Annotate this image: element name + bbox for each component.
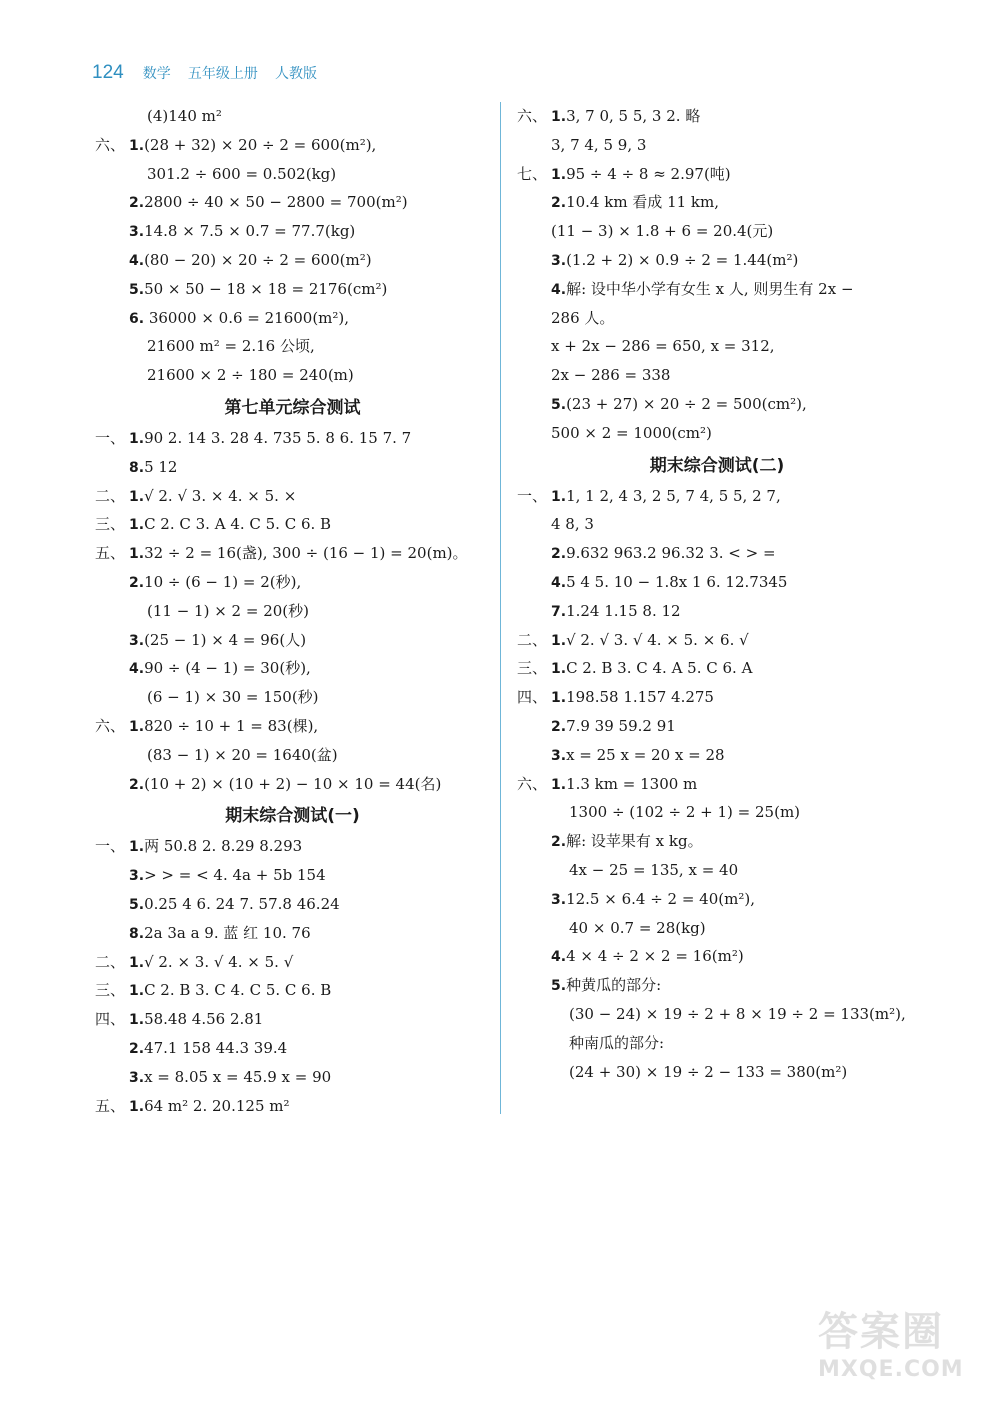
answer-line: [517, 188, 917, 217]
question-number: 1.: [551, 690, 567, 707]
answer-text: 2a 3a a 9. 蓝 红 10. 76: [144, 923, 311, 942]
question-number: 5.: [551, 396, 567, 413]
section-heading: 第七单元综合测试: [224, 397, 361, 418]
answer-text: 4x − 25 = 135, x = 40: [569, 860, 739, 879]
answer-text: 40 × 0.7 = 28(kg): [569, 918, 706, 937]
question-number: 5.: [129, 281, 145, 298]
question-number: 4.: [129, 661, 145, 678]
answer-text: 4 × 4 ÷ 2 × 2 = 16(m²): [566, 947, 744, 966]
answer-text: 500 × 2 = 1000(cm²): [551, 423, 712, 442]
answer-text: 10 ÷ (6 − 1) = 2(秒),: [144, 572, 302, 591]
answer-text: 90 2. 14 3. 28 4. 735 5. 8 6. 15 7. 7: [144, 428, 412, 447]
section-marker: 三、: [517, 659, 548, 678]
question-number: 2.: [129, 195, 145, 212]
answer-text: √ 2. √ 3. √ 4. × 5. × 6. √: [566, 630, 749, 649]
section-marker: 六、: [95, 716, 126, 735]
answer-line: [517, 568, 917, 597]
answer-line: [95, 890, 490, 919]
answer-line: [95, 424, 490, 453]
answer-line: [517, 683, 917, 712]
answer-line: [95, 482, 490, 511]
question-number: 1.: [551, 109, 567, 125]
answer-text: 解: 设苹果有 x kg。: [566, 832, 703, 851]
answer-text: x = 25 x = 20 x = 28: [566, 745, 725, 764]
answer-text: 种黄瓜的部分:: [566, 976, 662, 995]
section-marker: 五、: [95, 1096, 126, 1115]
answer-line: [95, 832, 490, 861]
answer-line: [517, 741, 917, 770]
answer-line: [95, 246, 490, 275]
answer-line: [95, 1005, 490, 1034]
question-number: 2.: [129, 1040, 145, 1057]
answer-line: [95, 712, 490, 741]
answer-text: 301.2 ÷ 600 = 0.502(kg): [147, 164, 337, 183]
answer-text: 36000 × 0.6 = 21600(m²),: [144, 308, 350, 327]
answer-line: [95, 1063, 490, 1092]
answer-text: (11 − 3) × 1.8 + 6 = 20.4(元): [551, 222, 774, 241]
answer-text: 198.58 1.157 4.275: [566, 688, 714, 707]
watermark-logo: [818, 1300, 978, 1390]
answer-text: 21600 m² = 2.16 公顷,: [147, 337, 315, 356]
question-number: 7.: [551, 603, 567, 620]
answer-line: [517, 419, 917, 448]
answer-line: [517, 102, 917, 131]
answer-text: 90 ÷ (4 − 1) = 30(秒),: [144, 659, 311, 678]
answer-text: 64 m² 2. 20.125 m²: [144, 1096, 290, 1115]
section-heading: 期末综合测试(一): [225, 806, 360, 827]
answer-line: [95, 453, 490, 482]
answer-line: [517, 131, 917, 160]
answer-line: [517, 304, 917, 333]
answer-line: [95, 160, 490, 189]
question-number: 2.: [129, 574, 145, 591]
section-marker: 六、: [517, 107, 548, 125]
section-marker: 三、: [95, 515, 126, 534]
section-marker: 一、: [95, 428, 126, 447]
answer-line: [95, 919, 490, 948]
answer-text: 58.48 4.56 2.81: [144, 1010, 264, 1029]
question-number: 4.: [551, 949, 567, 966]
question-number: 1.: [129, 137, 145, 154]
answer-text: 1, 1 2, 4 3, 2 5, 7 4, 5 5, 2 7,: [566, 486, 781, 505]
answer-text: x + 2x − 286 = 650, x = 312,: [551, 337, 775, 356]
question-number: 1.: [551, 166, 567, 183]
answer-line: [517, 597, 917, 626]
answer-text: (10 + 2) × (10 + 2) − 10 × 10 = 44(名): [144, 774, 442, 793]
answer-text: (80 − 20) × 20 ÷ 2 = 600(m²): [144, 250, 372, 269]
question-number: 1.: [129, 430, 145, 447]
answer-line: [95, 539, 490, 568]
watermark-bottom: MXQE.COM: [818, 1357, 964, 1382]
question-number: 2.: [551, 546, 567, 563]
answer-text: 7.9 39 59.2 91: [566, 716, 676, 735]
answer-text: 4 8, 3: [551, 515, 594, 534]
answer-text: (11 − 1) × 2 = 20(秒): [147, 601, 309, 620]
answer-text: 95 ÷ 4 ÷ 8 ≈ 2.97(吨): [566, 164, 731, 183]
answer-line: [95, 654, 490, 683]
answer-line: [95, 861, 490, 890]
answer-text: 32 ÷ 2 = 16(盏), 300 ÷ (16 − 1) = 20(m)。: [144, 544, 468, 563]
question-number: 2.: [551, 834, 567, 851]
page-number: 124: [92, 62, 124, 83]
answer-line: [517, 942, 917, 971]
answer-line: [517, 654, 917, 683]
answer-text: (1.2 + 2) × 0.9 ÷ 2 = 1.44(m²): [566, 250, 799, 269]
answer-text: 1.24 1.15 8. 12: [566, 601, 681, 620]
answer-text: √ 2. √ 3. × 4. × 5. ×: [144, 486, 297, 505]
answer-text: x = 8.05 x = 45.9 x = 90: [144, 1067, 332, 1086]
section-marker: 一、: [517, 486, 548, 505]
question-number: 4.: [129, 252, 145, 269]
answer-line: [517, 390, 917, 419]
question-number: 1.: [129, 1098, 145, 1115]
answer-line: [517, 856, 917, 885]
answer-line: [517, 482, 917, 511]
answer-text: 50 × 50 − 18 × 18 = 2176(cm²): [144, 279, 388, 298]
question-number: 1.: [551, 488, 567, 505]
question-number: 6.: [129, 310, 145, 327]
answer-text: 21600 × 2 ÷ 180 = 240(m): [147, 366, 354, 385]
answer-text: 3, 7 4, 5 9, 3: [551, 135, 647, 154]
answer-text: 1.3 km = 1300 m: [566, 774, 698, 793]
question-number: 3.: [129, 1069, 145, 1086]
answer-text: 5 12: [144, 457, 178, 476]
answer-text: 种南瓜的部分:: [569, 1033, 665, 1052]
watermark-top: 答案圈: [818, 1309, 944, 1355]
answer-line: [95, 741, 490, 770]
section-marker: 四、: [517, 688, 548, 707]
answer-text: (24 + 30) × 19 ÷ 2 − 133 = 380(m²): [569, 1062, 848, 1081]
question-number: 3.: [551, 891, 567, 908]
subject-label: 数学: [142, 66, 171, 82]
answer-text: 9.632 963.2 96.32 3. < > =: [566, 544, 776, 563]
answer-text: (83 − 1) × 20 = 1640(盆): [147, 745, 338, 764]
page-header: [92, 62, 329, 92]
section-marker: 一、: [95, 837, 126, 856]
answer-line: [517, 1029, 917, 1058]
edition-label: 人教版: [274, 66, 317, 82]
answer-text: 820 ÷ 10 + 1 = 83(棵),: [144, 716, 319, 735]
question-number: 1.: [551, 632, 567, 649]
section-marker: 三、: [95, 981, 126, 1000]
answer-line: [95, 510, 490, 539]
section-marker: 二、: [95, 486, 126, 505]
answer-line: [95, 597, 490, 626]
answer-line: [517, 712, 917, 741]
question-number: 1.: [129, 954, 145, 971]
answer-line: [95, 131, 490, 160]
question-number: 5.: [551, 978, 567, 995]
left-column: [95, 102, 490, 1120]
answer-text: 12.5 × 6.4 ÷ 2 = 40(m²),: [566, 889, 755, 908]
right-column: [517, 102, 917, 1086]
section-marker: 二、: [517, 630, 548, 649]
answer-line: [95, 976, 490, 1005]
answer-line: [95, 568, 490, 597]
answer-line: [95, 217, 490, 246]
answer-text: 286 人。: [551, 308, 615, 327]
question-number: 2.: [551, 195, 567, 212]
answer-text: (28 + 32) × 20 ÷ 2 = 600(m²),: [144, 135, 377, 154]
section-marker: 五、: [95, 544, 126, 563]
answer-line: [95, 683, 490, 712]
section-marker: 四、: [95, 1010, 126, 1029]
section-marker: 二、: [95, 952, 126, 971]
section-marker: 七、: [517, 164, 548, 183]
question-number: 1.: [129, 718, 145, 735]
section-marker: 六、: [95, 135, 126, 154]
answer-line: [95, 948, 490, 977]
answer-line: [517, 1000, 917, 1029]
answer-line: [95, 188, 490, 217]
question-number: 3.: [129, 632, 145, 649]
answer-text: (6 − 1) × 30 = 150(秒): [147, 688, 319, 707]
answer-text: (23 + 27) × 20 ÷ 2 = 500(cm²),: [566, 394, 807, 413]
answer-line: [95, 275, 490, 304]
answer-line: [517, 160, 917, 189]
question-number: 2.: [129, 776, 145, 793]
question-number: 1.: [129, 983, 145, 1000]
question-number: 4.: [551, 281, 567, 298]
question-number: 8.: [129, 925, 145, 942]
answer-line: [517, 217, 917, 246]
answer-line: [517, 332, 917, 361]
question-number: 2.: [551, 718, 567, 735]
question-number: 1.: [129, 839, 145, 856]
question-number: 3.: [129, 224, 145, 241]
question-number: 4.: [551, 574, 567, 591]
answer-line: [517, 885, 917, 914]
answer-text: 47.1 158 44.3 39.4: [144, 1038, 288, 1057]
answer-line: [517, 798, 917, 827]
answer-text: 5 4 5. 10 − 1.8x 1 6. 12.7345: [566, 572, 788, 591]
answer-line: [517, 510, 917, 539]
question-number: 1.: [129, 517, 145, 534]
answer-line: [517, 361, 917, 390]
answer-line: [95, 304, 490, 333]
answer-text: 两 50.8 2. 8.29 8.293: [144, 837, 303, 856]
question-number: 1.: [551, 776, 567, 793]
answer-line: [517, 914, 917, 943]
question-number: 8.: [129, 459, 145, 476]
answer-text: C 2. B 3. C 4. C 5. C 6. B: [144, 981, 332, 1000]
answer-line: [517, 275, 917, 304]
answer-text: √ 2. × 3. √ 4. × 5. √: [144, 952, 294, 971]
answer-text: 2x − 286 = 338: [551, 366, 671, 385]
answer-text: 3, 7 0, 5 5, 3 2. 略: [566, 107, 701, 125]
answer-line: [517, 770, 917, 799]
answer-line: [95, 1092, 490, 1121]
answer-text: (25 − 1) × 4 = 96(人): [144, 630, 307, 649]
answer-text: 1300 ÷ (102 ÷ 2 + 1) = 25(m): [569, 803, 801, 822]
answer-text: 0.25 4 6. 24 7. 57.8 46.24: [144, 894, 340, 913]
answer-line: [517, 539, 917, 568]
question-number: 1.: [129, 1012, 145, 1029]
section-marker: 六、: [517, 774, 548, 793]
answer-text: > > = < 4. 4a + 5b 154: [144, 866, 326, 885]
question-number: 3.: [551, 252, 567, 269]
answer-line: [95, 770, 490, 799]
answer-line: [517, 1058, 917, 1087]
answer-line: [517, 626, 917, 655]
question-number: 1.: [551, 661, 567, 678]
question-number: 3.: [551, 747, 567, 764]
answer-line: [95, 626, 490, 655]
question-number: 1.: [129, 488, 145, 505]
question-number: 3.: [129, 868, 145, 885]
answer-text: C 2. B 3. C 4. A 5. C 6. A: [566, 659, 753, 678]
answer-line: [95, 1034, 490, 1063]
answer-text: (4)140 m²: [147, 107, 222, 125]
column-divider: [500, 102, 501, 1114]
answer-line: [95, 361, 490, 390]
answer-text: 解: 设中华小学有女生 x 人, 则男生有 2x −: [566, 279, 854, 298]
question-number: 1.: [129, 546, 145, 563]
grade-label: 五年级上册: [187, 66, 258, 82]
answer-text: 14.8 × 7.5 × 0.7 = 77.7(kg): [144, 222, 356, 241]
answer-text: (30 − 24) × 19 ÷ 2 + 8 × 19 ÷ 2 = 133(m²),: [569, 1004, 906, 1023]
section-heading: 期末综合测试(二): [649, 455, 785, 476]
answer-line: [95, 332, 490, 361]
answer-line: [517, 971, 917, 1000]
answer-text: C 2. C 3. A 4. C 5. C 6. B: [144, 515, 332, 534]
answer-line: [517, 246, 917, 275]
answer-text: 2800 ÷ 40 × 50 − 2800 = 700(m²): [144, 193, 408, 212]
answer-text: 10.4 km 看成 11 km,: [566, 193, 720, 212]
answer-line: [517, 827, 917, 856]
answer-line: [95, 102, 490, 131]
question-number: 5.: [129, 896, 145, 913]
